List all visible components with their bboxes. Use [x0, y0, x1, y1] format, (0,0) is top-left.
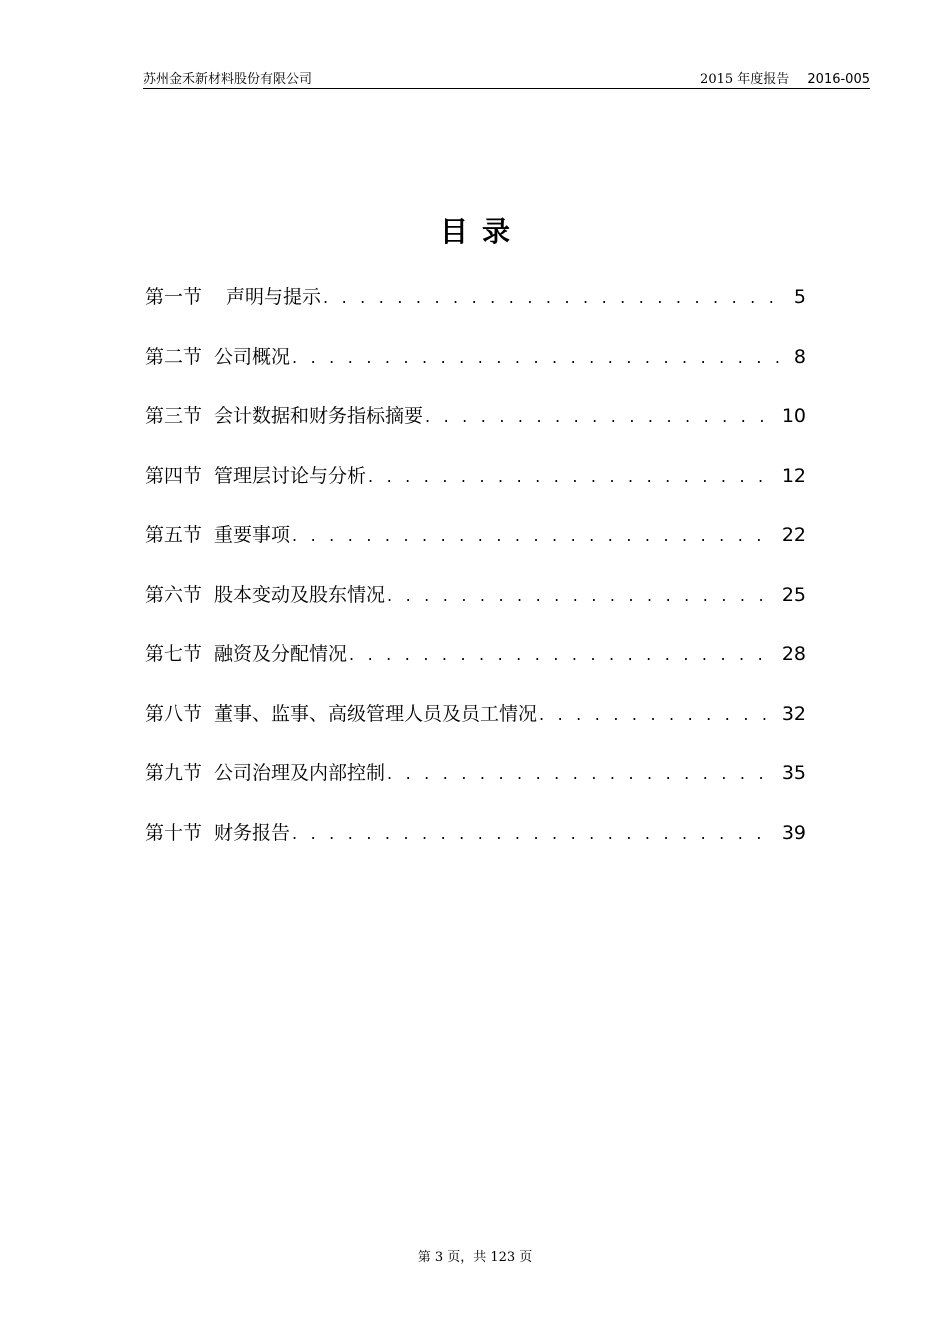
toc-section-number: 第一节 [145, 286, 203, 308]
toc-entry-section-7[interactable] [145, 639, 806, 699]
toc-section-name: 董事、监事、高级管理人员及员工情况 [214, 702, 538, 725]
toc-page-number: 39 [781, 821, 806, 844]
toc-entry-section-2[interactable] [145, 342, 806, 402]
company-name: 苏州金禾新材料股份有限公司 [143, 72, 313, 87]
toc-section-name: 股本变动及股东情况 [214, 583, 386, 606]
toc-section-number: 第四节 [145, 464, 203, 487]
toc-entry-section-9[interactable] [145, 758, 806, 818]
toc-section-number: 第七节 [145, 643, 203, 665]
table-of-contents [145, 282, 806, 877]
document-number: 2016-005 [807, 72, 870, 87]
toc-entry-section-1[interactable] [145, 282, 806, 342]
toc-section-number: 第六节 [145, 583, 203, 606]
toc-dot-leader [292, 824, 768, 843]
report-title: 2015 年度报告 [700, 72, 790, 87]
toc-page-number: 10 [781, 405, 806, 427]
toc-dot-leader [539, 705, 768, 724]
toc-dot-leader [292, 348, 780, 367]
toc-section-name: 会计数据和财务指标摘要 [214, 405, 424, 427]
toc-title: 目录 [439, 215, 524, 248]
toc-dot-leader [425, 407, 768, 426]
toc-page-number: 22 [781, 524, 806, 546]
toc-page-number: 28 [781, 643, 806, 665]
toc-dot-leader [292, 526, 768, 545]
toc-section-name: 声明与提示 [226, 286, 322, 308]
toc-page-number: 25 [781, 583, 806, 606]
toc-section-number: 第九节 [145, 762, 203, 784]
toc-section-name: 公司概况 [214, 345, 291, 368]
toc-section-name: 公司治理及内部控制 [214, 762, 386, 784]
toc-page-number: 32 [781, 702, 806, 725]
page-footer: 第 3 页，共 123 页 [417, 1250, 533, 1265]
toc-section-name: 融资及分配情况 [214, 643, 348, 665]
toc-entry-section-10[interactable] [145, 818, 806, 878]
toc-page-number: 8 [793, 345, 806, 368]
toc-section-number: 第三节 [145, 405, 203, 427]
page-header [143, 64, 870, 89]
toc-dot-leader [387, 764, 768, 783]
toc-page-number: 35 [781, 762, 806, 784]
toc-section-number: 第八节 [145, 702, 203, 725]
toc-section-name: 财务报告 [214, 821, 291, 844]
toc-entry-section-4[interactable] [145, 461, 806, 521]
toc-entry-section-3[interactable] [145, 401, 806, 461]
toc-section-name: 重要事项 [214, 524, 291, 546]
toc-page-number: 5 [793, 286, 806, 308]
toc-dot-leader [368, 467, 768, 486]
toc-section-name: 管理层讨论与分析 [214, 464, 367, 487]
header-right [700, 68, 870, 87]
toc-dot-leader [349, 645, 768, 664]
toc-page-number: 12 [781, 464, 806, 487]
toc-dot-leader [387, 586, 768, 605]
toc-section-number: 第二节 [145, 345, 203, 368]
toc-entry-section-5[interactable] [145, 520, 806, 580]
toc-section-number: 第十节 [145, 821, 203, 844]
toc-section-number: 第五节 [145, 524, 203, 546]
toc-entry-section-8[interactable] [145, 699, 806, 759]
toc-entry-section-6[interactable] [145, 580, 806, 640]
toc-dot-leader [323, 288, 780, 307]
